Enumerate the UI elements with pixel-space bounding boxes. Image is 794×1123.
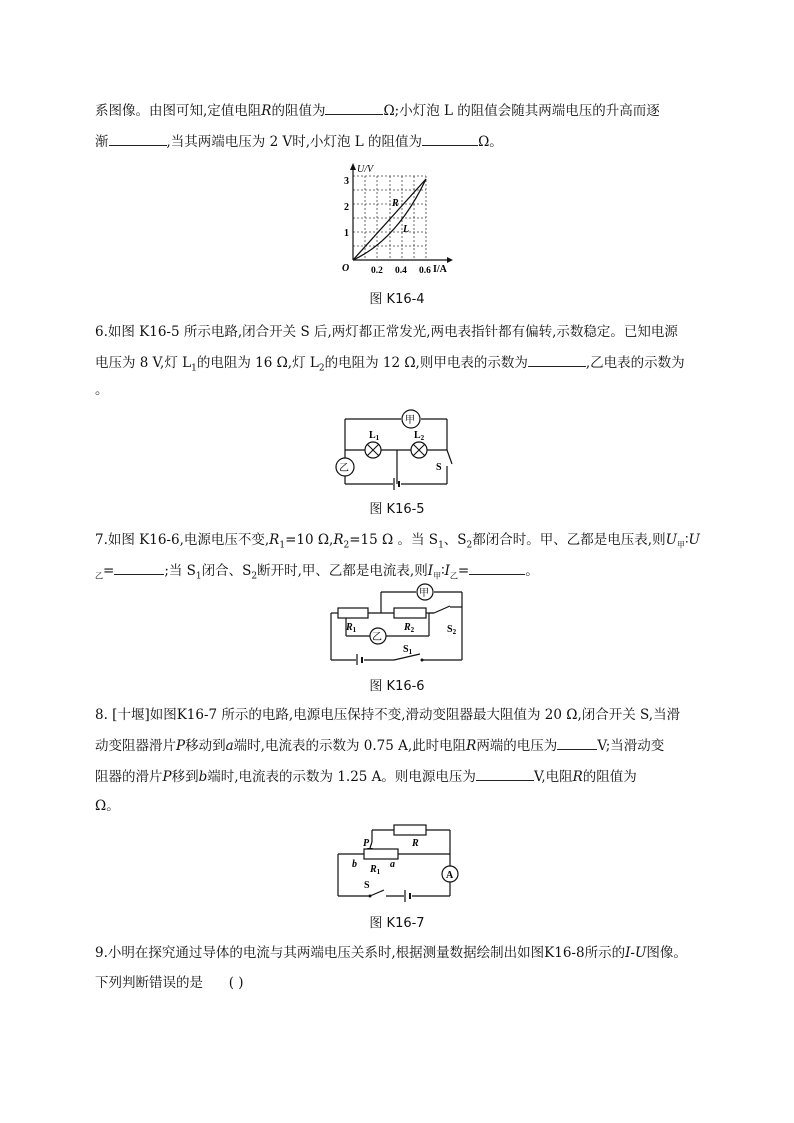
- lamp-L1-label: L: [369, 430, 376, 441]
- x-tick-0.6: 0.6: [419, 266, 431, 276]
- var-b: b: [198, 769, 208, 785]
- q8-text: 端时,电流表的示数为 1.25 A。则电源电压为: [207, 769, 476, 785]
- q5-text: Ω。: [478, 134, 503, 150]
- subscript: 2: [251, 571, 258, 582]
- answer-blank[interactable]: [528, 352, 586, 367]
- subscript: 1: [438, 540, 444, 551]
- meter-yi-label: 乙: [339, 463, 349, 474]
- caption-k16-5: 图 K16-5: [369, 502, 425, 517]
- subscript: 乙: [95, 571, 103, 581]
- subscript: 2: [343, 540, 350, 551]
- x-axis-arrow: [447, 257, 453, 263]
- answer-blank[interactable]: [114, 560, 164, 575]
- meter-jia-label: 甲: [405, 415, 415, 426]
- caption-k16-6: 图 K16-6: [369, 679, 425, 694]
- resistor-R: [394, 825, 426, 835]
- subscript: 甲: [676, 540, 685, 550]
- switch-S-label: S: [436, 462, 442, 473]
- q9-line-1: [95, 943, 687, 963]
- q6-line-1: [95, 322, 678, 342]
- svg-text:S2: [447, 624, 457, 636]
- q7-text: 、S: [443, 532, 467, 548]
- q5-text: ,当其两端电压为 2 V时,小灯泡 L 的阻值为: [166, 134, 423, 150]
- end-b-label: b: [352, 859, 357, 870]
- x-tick-0.2: 0.2: [371, 266, 383, 276]
- subscript: 1: [408, 648, 413, 656]
- q9-text: 图像。: [646, 945, 687, 961]
- switch-S-label: S: [364, 880, 370, 891]
- end-a-label: a: [390, 859, 395, 870]
- line-R: [353, 179, 426, 260]
- R1-label: R: [346, 622, 353, 633]
- var-IU: I-U: [625, 945, 647, 961]
- q6-text: ,乙电表的示数为: [585, 355, 685, 371]
- circuit-k16-5: [335, 400, 460, 492]
- subscript: 2: [318, 363, 325, 374]
- subscript: 1: [375, 434, 380, 442]
- subscript: 1: [195, 571, 202, 582]
- switch-S2: [434, 606, 450, 613]
- answer-blank[interactable]: [422, 131, 478, 146]
- svg-text:R2: [403, 622, 415, 634]
- switch-S: [447, 450, 452, 464]
- slider-P-label: P: [363, 838, 370, 849]
- y-axis-arrow: [350, 163, 356, 170]
- S1-label: S: [403, 644, 409, 655]
- q5-line-2: [95, 131, 503, 152]
- q8-text: V,电阻: [533, 769, 573, 785]
- q7-text: =10 Ω,: [285, 532, 334, 548]
- svg-text:R1: [345, 622, 357, 634]
- var-P: P: [176, 738, 186, 754]
- var-a: a: [225, 738, 234, 754]
- answer-blank[interactable]: [109, 131, 167, 146]
- q7-text: 。: [525, 563, 539, 579]
- q5-line-1: [95, 100, 660, 121]
- subscript: 1: [191, 363, 197, 374]
- q8-text: 动变阻器滑片: [95, 738, 176, 754]
- q7-text: ;当 S: [164, 563, 196, 579]
- resistor-R1: [338, 608, 368, 618]
- q7-text: =: [457, 563, 470, 579]
- var-R: R: [572, 769, 583, 785]
- svg-text:L2: [414, 430, 425, 442]
- var-R: R: [261, 103, 272, 119]
- q6-text: 6.如图 K16-5 所示电路,闭合开关 S 后,两灯都正常发光,两电表指针都有偏转,示数稳定。已知电源: [95, 324, 678, 340]
- q9-text: 下列判断错误的是: [95, 975, 203, 991]
- subscript: 甲: [433, 571, 442, 581]
- y-tick-1: 1: [344, 228, 349, 239]
- y-tick-2: 2: [344, 202, 349, 213]
- q7-text: ∶: [441, 563, 445, 579]
- R-label: R: [412, 838, 419, 849]
- subscript: 2: [420, 434, 425, 442]
- resistor-R2: [394, 608, 426, 618]
- q7-line-1: [95, 530, 700, 556]
- q8-text: 移动到: [185, 738, 226, 754]
- q7-text: 断开时,甲、乙都是电流表,则: [257, 563, 428, 579]
- y-axis-label: U/V: [357, 164, 374, 175]
- label-L: L: [403, 224, 410, 235]
- switch-S: [370, 890, 384, 896]
- q5-text: 的阻值为: [271, 103, 326, 119]
- subscript: 1: [376, 868, 381, 876]
- S2-label: S: [447, 624, 453, 635]
- var-U: U: [688, 532, 700, 548]
- var-R2: R: [333, 532, 344, 548]
- q7-text: 7.如图 K16-6,电源电压不变,: [95, 532, 270, 548]
- y-tick-3: 3: [344, 176, 349, 187]
- x-axis-label: I/A: [433, 264, 447, 275]
- R1-label: R: [370, 864, 377, 875]
- caption-k16-7: 图 K16-7: [369, 916, 425, 931]
- var-I: I: [444, 563, 450, 579]
- circuit-k16-6: [326, 580, 466, 665]
- q7-text: =: [103, 563, 115, 579]
- q6-text: 的电阻为 16 Ω,灯 L: [196, 355, 319, 371]
- q6-text: 电压为 8 V,灯 L: [95, 355, 192, 371]
- x-tick-0.4: 0.4: [395, 266, 407, 276]
- q8-text: 阻器的滑片: [95, 769, 163, 785]
- meter-jia-label: 甲: [419, 588, 429, 599]
- q6-line-3: [95, 380, 109, 400]
- q6-line-2: [95, 352, 685, 379]
- q6-text: 。: [95, 382, 109, 398]
- q8-line-4: [95, 796, 120, 816]
- answer-blank[interactable]: [325, 100, 383, 115]
- q7-text: 都闭合时。甲、乙都是电压表,则: [472, 532, 666, 548]
- answer-blank[interactable]: [469, 560, 525, 575]
- answer-paren[interactable]: ( ): [228, 975, 244, 991]
- q8-text: 端时,电流表的示数为 0.75 A,此时电阻: [233, 738, 467, 754]
- q8-text: V;当滑动变: [597, 738, 665, 754]
- var-I: I: [427, 563, 434, 579]
- answer-blank[interactable]: [476, 766, 534, 781]
- q8-text: Ω。: [95, 798, 120, 814]
- circuit-k16-7: [330, 822, 470, 904]
- caption-k16-4: 图 K16-4: [369, 292, 425, 307]
- meter-yi-label: 乙: [372, 632, 382, 643]
- ui-graph-figure: [335, 162, 465, 277]
- q8-line-3: [95, 766, 637, 787]
- ammeter-label: A: [446, 870, 454, 881]
- q7-text: ∶: [684, 532, 689, 548]
- q7-text: 闭合、S: [201, 563, 252, 579]
- subscript: 2: [452, 628, 457, 636]
- q8-text: 移到: [171, 769, 199, 785]
- q8-line-2: [95, 735, 664, 756]
- svg-text:R1: [369, 864, 381, 876]
- q6-text: 的电阻为 12 Ω,则甲电表的示数为: [324, 355, 528, 371]
- q7-line-2: [95, 560, 539, 587]
- q8-text: 的阻值为: [582, 769, 637, 785]
- R2-label: R: [404, 622, 411, 633]
- subscript: 2: [466, 540, 473, 551]
- label-R: R: [392, 198, 399, 209]
- q8-line-1: [95, 705, 680, 725]
- svg-text:S1: [403, 644, 413, 656]
- var-R1: R: [269, 532, 280, 548]
- q9-text: 9.小明在探究通过导体的电流与其两端电压关系时,根据测量数据绘制出如图K16-8所示的: [95, 945, 626, 961]
- subscript: 1: [352, 626, 357, 634]
- q9-line-2: [95, 973, 244, 993]
- subscript: 2: [410, 626, 415, 634]
- var-R: R: [466, 738, 477, 754]
- rheostat-R1: [364, 849, 398, 859]
- subscript: 乙: [449, 571, 458, 581]
- subscript: 1: [279, 540, 286, 551]
- svg-text:L1: [369, 430, 380, 442]
- q5-text: Ω;小灯泡 L 的阻值会随其两端电压的升高而逐: [383, 103, 660, 119]
- q8-text: 8. [十堰]如图K16-7 所示的电路,电源电压保持不变,滑动变阻器最大阻值为 20 Ω,闭合开关 S,当滑: [95, 707, 681, 723]
- origin-label: O: [342, 263, 350, 274]
- q5-text: 系图像。由图可知,定值电阻: [95, 103, 262, 119]
- q8-text: 两端的电压为: [476, 738, 558, 754]
- q7-text: =15 Ω 。当 S: [349, 532, 439, 548]
- lamp-L2-label: L: [414, 430, 421, 441]
- var-P: P: [162, 769, 172, 785]
- answer-blank[interactable]: [557, 735, 597, 750]
- var-U: U: [665, 532, 677, 548]
- q5-text: 渐: [95, 134, 109, 150]
